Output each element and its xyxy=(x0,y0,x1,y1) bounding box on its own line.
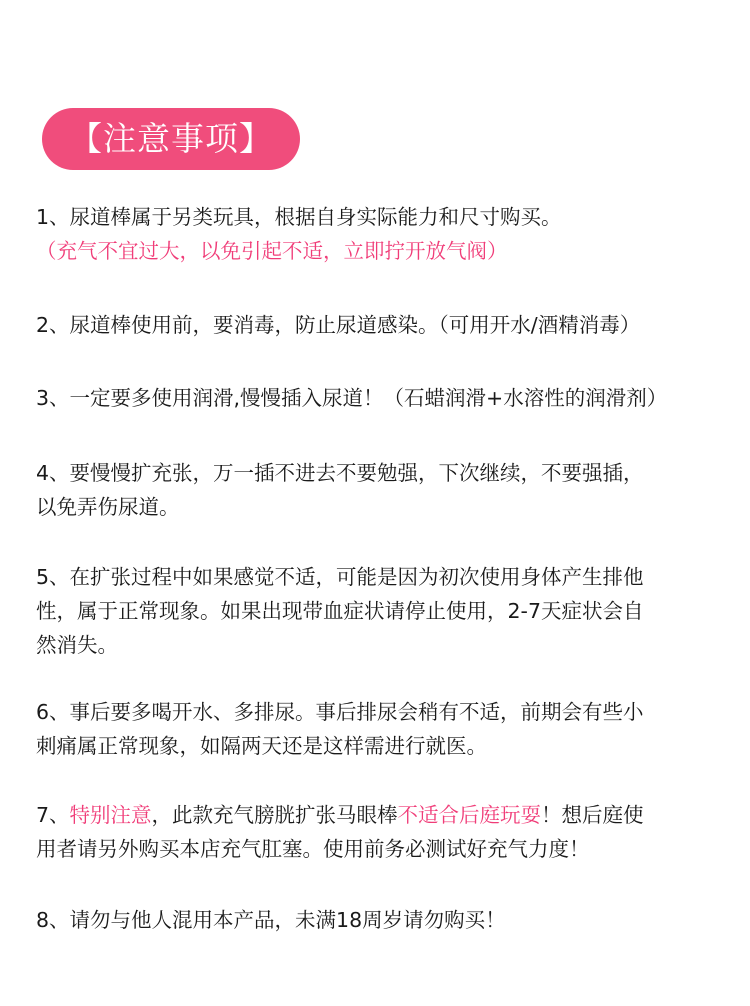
note-1-warning: （充气不宜过大，以免引起不适，立即拧开放气阀） xyxy=(36,239,508,263)
note-5-line-3: 然消失。 xyxy=(36,633,118,657)
note-item-8 xyxy=(36,903,716,937)
note-2-line-1: 2、尿道棒使用前，要消毒，防止尿道感染。（可用开水/酒精消毒） xyxy=(36,313,641,337)
note-7-prefix: 7、 xyxy=(36,803,70,827)
note-4-line-2: 以免弄伤尿道。 xyxy=(36,495,180,519)
note-1-line-1: 1、尿道棒属于另类玩具，根据自身实际能力和尺寸购买。 xyxy=(36,205,562,229)
notice-header-badge xyxy=(42,108,300,170)
note-3-line-1: 3、一定要多使用润滑,慢慢插入尿道！（石蜡润滑+水溶性的润滑剂） xyxy=(36,386,668,410)
note-6-line-1: 6、事后要多喝开水、多排尿。事后排尿会稍有不适，前期会有些小 xyxy=(36,700,644,724)
note-item-5 xyxy=(36,560,716,662)
note-item-1 xyxy=(36,200,716,268)
note-item-2 xyxy=(36,308,716,342)
note-item-3 xyxy=(36,381,716,415)
note-5-line-2: 性，属于正常现象。如果出现带血症状请停止使用，2-7天症状会自 xyxy=(36,599,644,623)
note-4-line-1: 4、要慢慢扩充张，万一插不进去不要勉强，下次继续，不要强插， xyxy=(36,461,644,485)
note-5-line-1: 5、在扩张过程中如果感觉不适，可能是因为初次使用身体产生排他 xyxy=(36,565,644,589)
note-7-suffix: ！想后庭使 xyxy=(541,803,644,827)
note-item-6 xyxy=(36,695,716,763)
note-7-line-2: 用者请另外购买本店充气肛塞。使用前务必测试好充气力度！ xyxy=(36,837,590,861)
note-item-4 xyxy=(36,456,716,524)
notice-header-title: 【注意事项】 xyxy=(69,119,273,158)
note-item-7 xyxy=(36,798,716,866)
note-7-highlight-not-suitable: 不适合后庭玩耍 xyxy=(397,803,542,827)
note-6-line-2: 刺痛属正常现象，如隔两天还是这样需进行就医。 xyxy=(36,734,487,758)
note-8-line-1: 8、请勿与他人混用本产品，未满18周岁请勿购买！ xyxy=(36,908,506,932)
note-7-highlight-special-attention: 特别注意 xyxy=(69,803,152,827)
note-7-middle: ，此款充气膀胱扩张马眼棒 xyxy=(151,803,398,827)
note-7-line-1 xyxy=(36,798,716,832)
